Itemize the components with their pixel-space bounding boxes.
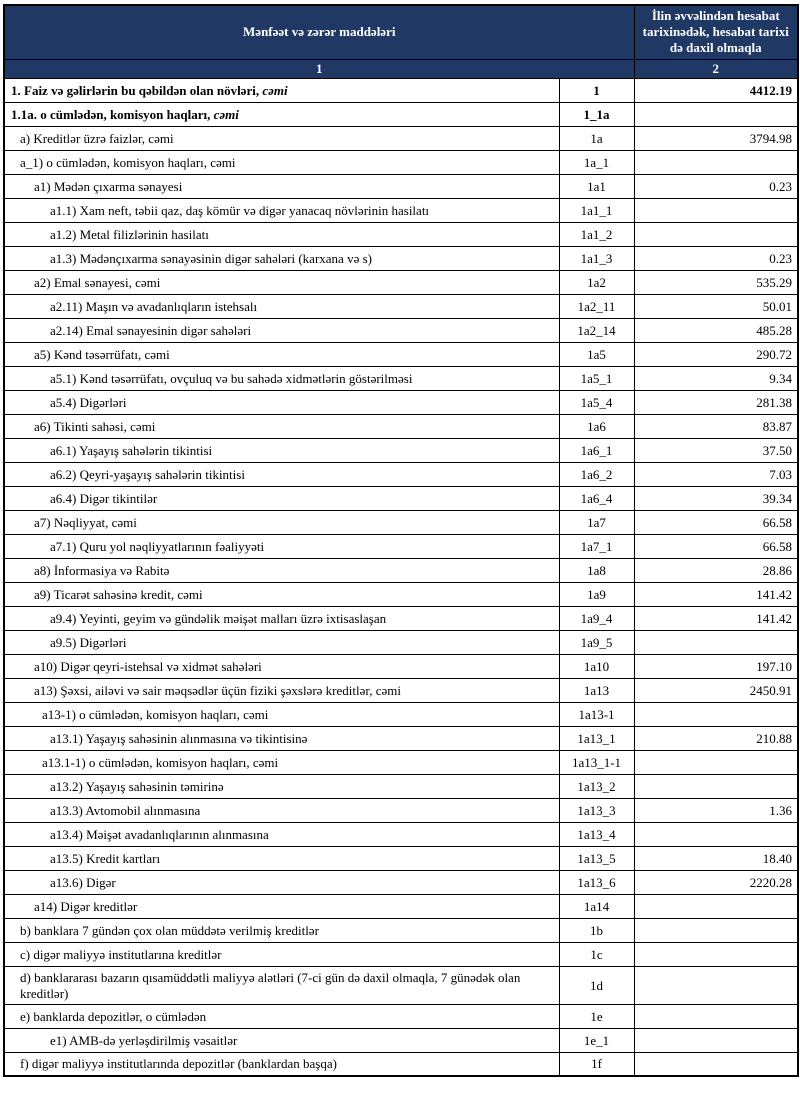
item-label (4, 510, 559, 534)
item-label (4, 678, 559, 702)
table-row (4, 702, 798, 726)
item-label-text: a7) Nəqliyyat, cəmi (34, 514, 137, 530)
item-code: 1a9 (559, 582, 634, 606)
item-value: 2220.28 (634, 870, 798, 894)
item-label (4, 942, 559, 966)
item-code: 1a13 (559, 678, 634, 702)
item-label-text: a13.6) Digər (50, 874, 116, 890)
item-code: 1 (559, 78, 634, 102)
item-value (634, 102, 798, 126)
item-label-text: a13.5) Kredit kartları (50, 850, 161, 866)
item-label (4, 870, 559, 894)
item-label (4, 486, 559, 510)
table-row (4, 78, 798, 102)
item-code: 1a6_2 (559, 462, 634, 486)
item-label-text: a5.1) Kənd təsərrüfatı, ovçuluq və bu sahədə xidmətlərin göstərilməsi (50, 370, 413, 386)
table-header (4, 5, 798, 78)
item-code: 1a13_4 (559, 822, 634, 846)
item-value: 4412.19 (634, 78, 798, 102)
item-value (634, 966, 798, 1004)
table-row (4, 462, 798, 486)
item-label-text: e1) AMB-də yerləşdirilmiş vəsaitlər (50, 1032, 238, 1048)
item-value (634, 774, 798, 798)
table-row (4, 918, 798, 942)
item-label (4, 1028, 559, 1052)
table-row (4, 1028, 798, 1052)
table-row (4, 582, 798, 606)
item-label (4, 294, 559, 318)
item-code: 1a13_1-1 (559, 750, 634, 774)
item-label (4, 198, 559, 222)
table-row (4, 654, 798, 678)
item-value: 7.03 (634, 462, 798, 486)
item-value (634, 198, 798, 222)
item-label (4, 390, 559, 414)
table-row (4, 222, 798, 246)
item-label (4, 318, 559, 342)
item-code: 1d (559, 966, 634, 1004)
item-label-text: a) Kreditlər üzrə faizlər, cəmi (20, 130, 174, 146)
item-label (4, 222, 559, 246)
item-code: 1a1 (559, 174, 634, 198)
item-code: 1a7 (559, 510, 634, 534)
item-label (4, 102, 559, 126)
item-code: 1a (559, 126, 634, 150)
item-label-text: a6.1) Yaşayış sahələrin tikintisi (50, 442, 213, 458)
item-value: 28.86 (634, 558, 798, 582)
item-label (4, 246, 559, 270)
item-code: 1a9_4 (559, 606, 634, 630)
table-row (4, 318, 798, 342)
item-value: 66.58 (634, 534, 798, 558)
item-label-text: 1. Faiz və gəlirlərin bu qəbildən olan növləri, (11, 82, 263, 98)
item-label-text: a2) Emal sənayesi, cəmi (34, 274, 161, 290)
item-value: 1.36 (634, 798, 798, 822)
item-code: 1a5_4 (559, 390, 634, 414)
item-label-text: a6.2) Qeyri-yaşayış sahələrin tikintisi (50, 466, 245, 482)
table-row (4, 438, 798, 462)
item-code: 1a2_14 (559, 318, 634, 342)
item-value (634, 1004, 798, 1028)
item-value: 141.42 (634, 606, 798, 630)
item-code: 1a9_5 (559, 630, 634, 654)
item-label-text: a13.1-1) o cümlədən, komisyon haqları, cəmi (42, 754, 279, 770)
item-value (634, 1052, 798, 1076)
item-label (4, 342, 559, 366)
profit-loss-table (3, 4, 799, 1077)
item-label-text: a13-1) o cümlədən, komisyon haqları, cəmi (42, 706, 269, 722)
item-code: 1a13_2 (559, 774, 634, 798)
item-value (634, 222, 798, 246)
item-label-text: a13.3) Avtomobil alınmasına (50, 802, 201, 818)
item-code: 1a1_2 (559, 222, 634, 246)
item-label-text: a10) Digər qeyri-istehsal və xidmət sahələri (34, 658, 262, 674)
table-row (4, 150, 798, 174)
table-row (4, 102, 798, 126)
item-label (4, 366, 559, 390)
item-label (4, 582, 559, 606)
table-row (4, 366, 798, 390)
header-title-row (4, 5, 798, 59)
item-label (4, 150, 559, 174)
item-code: 1a1_3 (559, 246, 634, 270)
table-row (4, 774, 798, 798)
table-row (4, 390, 798, 414)
item-value (634, 894, 798, 918)
item-code: 1f (559, 1052, 634, 1076)
header-number-row (4, 59, 798, 78)
item-code: 1a5_1 (559, 366, 634, 390)
item-label-text: a5) Kənd təsərrüfatı, cəmi (34, 346, 170, 362)
item-label-text: a13.1) Yaşayış sahəsinin alınmasına və tikintisinə (50, 730, 308, 746)
item-value: 3794.98 (634, 126, 798, 150)
item-code: 1a10 (559, 654, 634, 678)
table-row (4, 726, 798, 750)
item-label-text: d) banklararası bazarın qısamüddətli maliyyə alətləri (7-ci gün də daxil olmaqla, 7 günədək olan kreditlər) (20, 969, 521, 1001)
item-label-text: a1.1) Xam neft, təbii qaz, daş kömür və digər yanacaq növlərinin hasilatı (50, 202, 430, 218)
item-code: 1e (559, 1004, 634, 1028)
table-row (4, 846, 798, 870)
item-label-text: a13) Şəxsi, ailəvi və sair məqsədlər üçün fiziki şəxslərə kreditlər, cəmi (34, 682, 401, 698)
item-value (634, 630, 798, 654)
item-code: 1a13_1 (559, 726, 634, 750)
item-label-text: c) digər maliyyə institutlarına kreditlər (20, 946, 222, 962)
item-value: 0.23 (634, 174, 798, 198)
item-label-text: a14) Digər kreditlər (34, 898, 138, 914)
item-label (4, 462, 559, 486)
table-row (4, 822, 798, 846)
table-row (4, 942, 798, 966)
column-header-items: Mənfəət və zərər maddələri (4, 5, 634, 59)
table-row (4, 126, 798, 150)
table-body (4, 78, 798, 1076)
item-code: 1a8 (559, 558, 634, 582)
table-row (4, 510, 798, 534)
item-label (4, 654, 559, 678)
item-code: 1e_1 (559, 1028, 634, 1052)
item-code: 1a_1 (559, 150, 634, 174)
table-row (4, 1004, 798, 1028)
column-number-2: 2 (634, 59, 798, 78)
item-value: 210.88 (634, 726, 798, 750)
table-row (4, 558, 798, 582)
item-label-italic: cəmi (262, 82, 288, 98)
item-code: 1c (559, 942, 634, 966)
item-code: 1a13_6 (559, 870, 634, 894)
item-value: 281.38 (634, 390, 798, 414)
table-row (4, 678, 798, 702)
item-value (634, 822, 798, 846)
item-code: 1_1a (559, 102, 634, 126)
item-label (4, 270, 559, 294)
item-value (634, 918, 798, 942)
item-value (634, 1028, 798, 1052)
item-value: 290.72 (634, 342, 798, 366)
item-value: 37.50 (634, 438, 798, 462)
item-label (4, 1052, 559, 1076)
item-value: 83.87 (634, 414, 798, 438)
item-label-text: a2.11) Maşın və avadanlıqların istehsalı (50, 298, 258, 314)
table-row (4, 342, 798, 366)
item-code: 1a13_5 (559, 846, 634, 870)
item-label-text: b) banklara 7 gündən çox olan müddətə verilmiş kreditlər (20, 922, 319, 938)
item-value (634, 702, 798, 726)
item-label-text: a6.4) Digər tikintilər (50, 490, 158, 506)
table-row (4, 630, 798, 654)
item-label (4, 966, 559, 1004)
item-code: 1a13-1 (559, 702, 634, 726)
item-label (4, 726, 559, 750)
item-label-text: f) digər maliyyə institutlarında depozitlər (banklardan başqa) (20, 1056, 337, 1072)
item-value: 66.58 (634, 510, 798, 534)
column-number-1: 1 (4, 59, 634, 78)
item-value: 9.34 (634, 366, 798, 390)
item-label-text: a5.4) Digərləri (50, 394, 127, 410)
table-row (4, 486, 798, 510)
item-value: 535.29 (634, 270, 798, 294)
item-label (4, 822, 559, 846)
item-value: 50.01 (634, 294, 798, 318)
item-label-italic: cəmi (213, 106, 239, 122)
item-value (634, 750, 798, 774)
item-value: 39.34 (634, 486, 798, 510)
table-row (4, 606, 798, 630)
item-code: 1a5 (559, 342, 634, 366)
item-code: 1a7_1 (559, 534, 634, 558)
item-label (4, 174, 559, 198)
item-label-text: a2.14) Emal sənayesinin digər sahələri (50, 322, 252, 338)
table-row (4, 270, 798, 294)
item-value (634, 150, 798, 174)
item-label-text: 1.1a. o cümlədən, komisyon haqları, (11, 106, 214, 122)
item-label-text: a9.5) Digərləri (50, 634, 127, 650)
item-label-text: a9.4) Yeyinti, geyim və gündəlik məişət malları üzrə ixtisaslaşan (50, 610, 387, 626)
item-label-text: a_1) o cümlədən, komisyon haqları, cəmi (20, 154, 236, 170)
item-label (4, 894, 559, 918)
item-label-text: a1) Mədən çıxarma sənayesi (34, 178, 183, 194)
item-label (4, 702, 559, 726)
item-code: 1a6 (559, 414, 634, 438)
item-label-text: a13.4) Məişət avadanlıqlarının alınmasına (50, 826, 269, 842)
item-label (4, 798, 559, 822)
item-code: 1a2 (559, 270, 634, 294)
item-label (4, 774, 559, 798)
table-row (4, 1052, 798, 1076)
table-row (4, 294, 798, 318)
item-label (4, 750, 559, 774)
item-label (4, 1004, 559, 1028)
item-label (4, 78, 559, 102)
table-row (4, 534, 798, 558)
item-code: 1a2_11 (559, 294, 634, 318)
item-label-text: a13.2) Yaşayış sahəsinin təmirinə (50, 778, 224, 794)
item-value: 18.40 (634, 846, 798, 870)
item-value: 141.42 (634, 582, 798, 606)
item-code: 1a6_1 (559, 438, 634, 462)
item-label (4, 558, 559, 582)
item-label-text: a9) Ticarət sahəsinə kredit, cəmi (34, 586, 203, 602)
table-row (4, 798, 798, 822)
item-code: 1a6_4 (559, 486, 634, 510)
item-value: 485.28 (634, 318, 798, 342)
item-label (4, 534, 559, 558)
item-value: 2450.91 (634, 678, 798, 702)
table-row (4, 198, 798, 222)
item-code: 1a14 (559, 894, 634, 918)
item-code: 1b (559, 918, 634, 942)
table-row (4, 414, 798, 438)
item-code: 1a1_1 (559, 198, 634, 222)
item-value: 0.23 (634, 246, 798, 270)
table-row (4, 750, 798, 774)
item-label (4, 414, 559, 438)
item-label (4, 918, 559, 942)
table-row (4, 246, 798, 270)
item-label (4, 630, 559, 654)
item-label (4, 846, 559, 870)
item-label (4, 438, 559, 462)
item-value: 197.10 (634, 654, 798, 678)
table-row (4, 966, 798, 1004)
item-label-text: a7.1) Quru yol nəqliyyatlarının fəaliyyəti (50, 538, 265, 554)
item-label-text: a1.3) Mədənçıxarma sənayəsinin digər sahələri (karxana və s) (50, 250, 372, 266)
item-label (4, 606, 559, 630)
item-value (634, 942, 798, 966)
table-row (4, 174, 798, 198)
item-label-text: e) banklarda depozitlər, o cümlədən (20, 1008, 207, 1024)
item-label-text: a6) Tikinti sahəsi, cəmi (34, 418, 156, 434)
item-code: 1a13_3 (559, 798, 634, 822)
item-label-text: a8) İnformasiya və Rabitə (34, 562, 170, 578)
column-header-period: İlin əvvəlindən hesabat tarixinədək, hesabat tarixi də daxil olmaqla (634, 5, 798, 59)
item-label (4, 126, 559, 150)
item-label-text: a1.2) Metal filizlərinin hasilatı (50, 226, 209, 242)
table-row (4, 870, 798, 894)
table-row (4, 894, 798, 918)
